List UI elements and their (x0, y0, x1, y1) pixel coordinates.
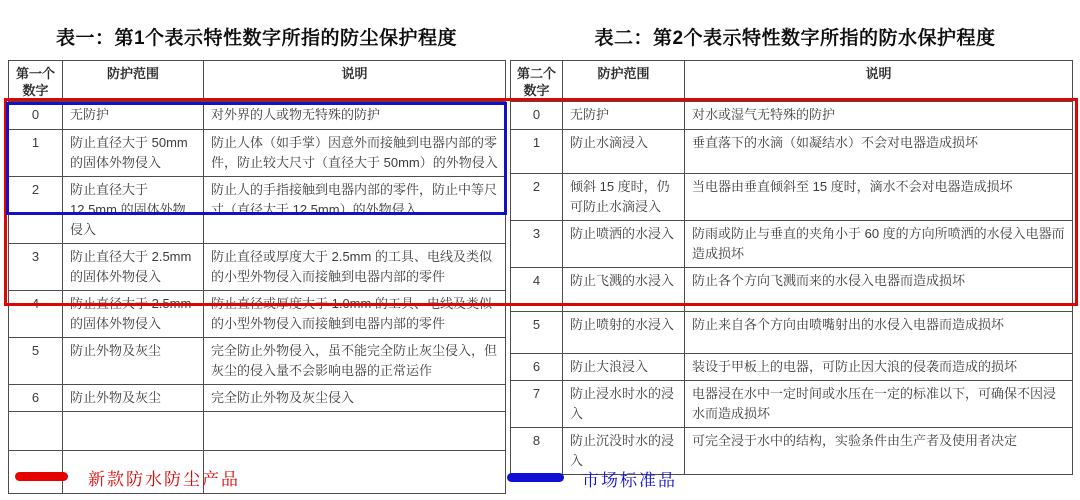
scope-cell: 防止外物及灰尘 (63, 338, 204, 385)
description-cell (204, 451, 506, 494)
table-row (511, 174, 1073, 221)
digit-cell: 0 (9, 102, 63, 130)
scope-header: 防护范围 (63, 61, 204, 102)
digit-cell: 3 (9, 244, 63, 291)
description-header: 说明 (685, 61, 1073, 102)
digit-header: 第二个数字 (511, 61, 563, 102)
digit-cell: 0 (511, 102, 563, 130)
digit-cell: 6 (9, 385, 63, 412)
description-cell: 防止直径或厚度大于 2.5mm 的工具、电线及类似的小型外物侵入而接触到电器内部的零件 (204, 244, 506, 291)
digit-cell: 1 (9, 130, 63, 177)
table-row-empty (9, 451, 506, 494)
digit-cell: 2 (511, 174, 563, 221)
dust-table-title: 表一：第1个表示特性数字所指的防尘保护程度 (55, 28, 458, 49)
description-cell: 防止人体（如手掌）因意外而接触到电器内部的零件，防止较大尺寸（直径大于 50mm）的外物侵入 (204, 130, 506, 177)
description-cell: 对水或湿气无特殊的防护 (685, 102, 1073, 130)
description-cell: 电器浸在水中一定时间或水压在一定的标准以下，可确保不因浸水而造成损坏 (685, 381, 1073, 428)
scope-cell: 无防护 (63, 102, 204, 130)
scope-cell: 防止沉没时水的浸入 (563, 428, 685, 475)
description-cell: 垂直落下的水滴（如凝结水）不会对电器造成损坏 (685, 130, 1073, 174)
water-table (510, 60, 1073, 475)
table-row (511, 381, 1073, 428)
description-cell (204, 412, 506, 451)
table-row (9, 102, 506, 130)
legend-red-line (15, 472, 68, 481)
table-row (9, 291, 506, 338)
table-row-empty (9, 412, 506, 451)
digit-cell: 8 (511, 428, 563, 475)
table-row (511, 221, 1073, 268)
description-cell: 完全防止外物及灰尘侵入 (204, 385, 506, 412)
description-cell: 防止直径或厚度大于 1.0mm 的工具、电线及类似的小型外物侵入而接触到电器内部的零件 (204, 291, 506, 338)
scope-cell: 无防护 (563, 102, 685, 130)
digit-cell: 3 (511, 221, 563, 268)
digit-cell: 4 (511, 268, 563, 312)
description-cell: 防止来自各个方向由喷嘴射出的水侵入电器而造成损坏 (685, 312, 1073, 354)
scope-cell: 防止直径大于 2.5mm 的固体外物侵入 (63, 291, 204, 338)
description-cell: 防止各个方向飞溅而来的水侵入电器而造成损坏 (685, 268, 1073, 312)
table-header-row (9, 61, 506, 102)
digit-cell: 7 (511, 381, 563, 428)
scope-cell: 防止水滴浸入 (563, 130, 685, 174)
scope-cell: 防止喷射的水浸入 (563, 312, 685, 354)
table-row (511, 130, 1073, 174)
scope-header: 防护范围 (563, 61, 685, 102)
scope-cell: 防止直径大于 12.5mm 的固体外物侵入 (63, 177, 204, 244)
description-cell: 当电器由垂直倾斜至 15 度时，滴水不会对电器造成损坏 (685, 174, 1073, 221)
description-cell: 防止人的手指接触到电器内部的零件，防止中等尺寸（直径大于 12.5mm）的外物侵入 (204, 177, 506, 244)
table-row (9, 244, 506, 291)
scope-cell: 防止飞溅的水浸入 (563, 268, 685, 312)
digit-cell: 5 (9, 338, 63, 385)
legend-blue-label: 市场标准品 (582, 471, 677, 490)
table-row (511, 102, 1073, 130)
table-header-row (511, 61, 1073, 102)
scope-cell: 防止喷洒的水浸入 (563, 221, 685, 268)
description-header: 说明 (204, 61, 506, 102)
scope-cell: 防止外物及灰尘 (63, 385, 204, 412)
table-row (511, 354, 1073, 381)
description-cell: 装设于甲板上的电器，可防止因大浪的侵袭而造成的损坏 (685, 354, 1073, 381)
description-cell: 完全防止外物侵入，虽不能完全防止灰尘侵入，但灰尘的侵入量不会影响电器的正常运作 (204, 338, 506, 385)
scope-cell: 防止浸水时水的浸入 (563, 381, 685, 428)
digit-cell (9, 412, 63, 451)
scope-cell: 倾斜 15 度时，仍可防止水滴浸入 (563, 174, 685, 221)
table-row (9, 130, 506, 177)
digit-cell: 2 (9, 177, 63, 244)
legend-blue-line (507, 473, 564, 482)
table-row (511, 268, 1073, 312)
scope-cell: 防止直径大于 2.5mm 的固体外物侵入 (63, 244, 204, 291)
table-row (9, 338, 506, 385)
scope-cell: 防止大浪浸入 (563, 354, 685, 381)
description-cell: 对外界的人或物无特殊的防护 (204, 102, 506, 130)
table-row (511, 312, 1073, 354)
table-row (9, 177, 506, 244)
digit-cell: 1 (511, 130, 563, 174)
description-cell: 可完全浸于水中的结构，实验条件由生产者及使用者决定 (685, 428, 1073, 475)
legend-red-label: 新款防水防尘产品 (88, 470, 240, 489)
scope-cell: 防止直径大于 50mm 的固体外物侵入 (63, 130, 204, 177)
table-row (9, 385, 506, 412)
dust-table (8, 60, 506, 494)
scope-cell (63, 412, 204, 451)
description-cell: 防雨或防止与垂直的夹角小于 60 度的方向所喷洒的水侵入电器而造成损坏 (685, 221, 1073, 268)
water-table-title: 表二：第2个表示特性数字所指的防水保护程度 (594, 28, 996, 49)
digit-cell: 4 (9, 291, 63, 338)
digit-cell: 5 (511, 312, 563, 354)
digit-header: 第一个数字 (9, 61, 63, 102)
digit-cell: 6 (511, 354, 563, 381)
